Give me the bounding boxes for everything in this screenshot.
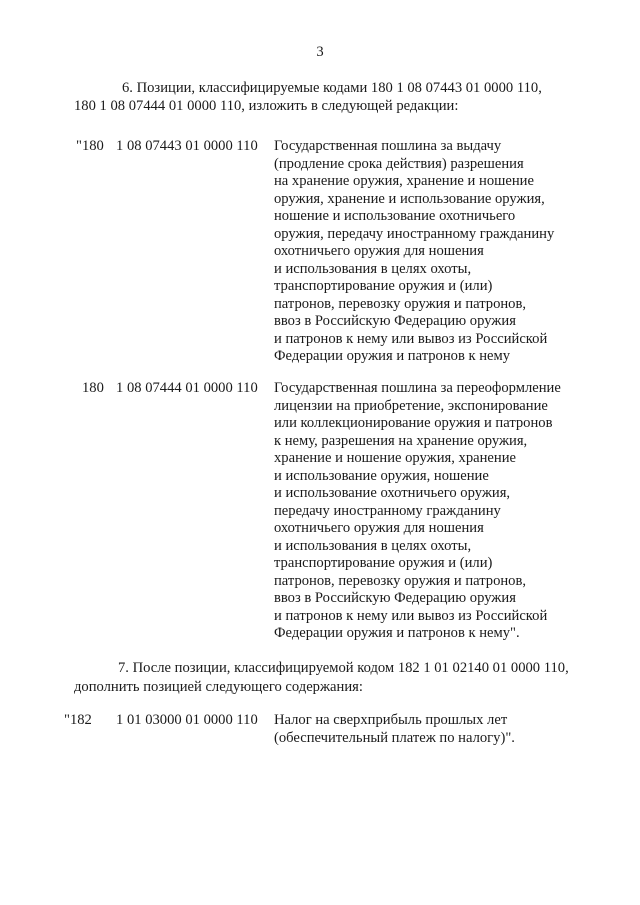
row1-line: и патронов к нему или вывоз из Российской bbox=[274, 330, 548, 347]
row2-line: и использования в целях охоты, bbox=[274, 537, 472, 554]
row1-line: патронов, перевозку оружия и патронов, bbox=[274, 295, 527, 312]
row2-line: ввоз в Российскую Федерацию оружия bbox=[274, 590, 516, 606]
row1-line: (продление срока действия) разрешения bbox=[274, 155, 524, 172]
row2-line: Федерации оружия и патронов к нему". bbox=[274, 625, 520, 641]
row2-line: патронов, перевозку оружия и патронов, bbox=[274, 572, 527, 589]
row1-line: оружия, передачу иностранному гражданину bbox=[274, 225, 555, 242]
row2-line: хранение и ношение оружия, хранение bbox=[274, 450, 516, 466]
row2-line: и использование оружия, ношение bbox=[274, 467, 489, 484]
row1-line: на хранение оружия, хранение и ношение bbox=[274, 173, 534, 189]
item7-intro-line2: дополнить позицией следующего содержания: bbox=[74, 679, 363, 695]
row2-line: лицензии на приобретение, экспонирование bbox=[274, 397, 548, 414]
row3-description bbox=[274, 712, 515, 747]
row1-line: ввоз в Российскую Федерацию оружия bbox=[274, 313, 516, 329]
row3-line: (обеспечительный платеж по налогу)". bbox=[274, 729, 515, 746]
row2-line: к нему, разрешения на хранение оружия, bbox=[274, 432, 528, 449]
item6-intro-line2: 180 1 08 07444 01 0000 110, изложить в следующей редакции: bbox=[74, 98, 459, 114]
row1-admin-code: "180 bbox=[76, 138, 104, 154]
row1-line: охотничьего оружия для ношения bbox=[274, 243, 484, 259]
row1-line: Федерации оружия и патронов к нему bbox=[274, 348, 511, 364]
page-number: 3 bbox=[316, 44, 324, 60]
row2-line: передачу иностранному гражданину bbox=[274, 502, 501, 519]
row3-line: Налог на сверхприбыль прошлых лет bbox=[274, 712, 508, 728]
row1-classification-code: 1 08 07443 01 0000 110 bbox=[116, 138, 258, 154]
row3-admin-code: "182 bbox=[64, 712, 92, 728]
row1-line: Государственная пошлина за выдачу bbox=[274, 138, 502, 154]
row3-classification-code: 1 01 03000 01 0000 110 bbox=[116, 712, 258, 728]
row1-description bbox=[274, 138, 554, 366]
row2-admin-code: 180 bbox=[82, 380, 104, 396]
row2-line: транспортирование оружия и (или) bbox=[274, 555, 493, 571]
row2-line: или коллекционирование оружия и патронов bbox=[274, 415, 553, 431]
item6-intro-line1: 6. Позиции, классифицируемые кодами 180 1 08 07443 01 0000 110, bbox=[122, 80, 542, 96]
row2-line: охотничьего оружия для ношения bbox=[274, 520, 484, 536]
row1-line: ношение и использование охотничьего bbox=[274, 208, 516, 224]
row1-line: оружия, хранение и использование оружия, bbox=[274, 190, 545, 207]
row2-description bbox=[274, 380, 561, 643]
row2-line: и использование охотничьего оружия, bbox=[274, 485, 511, 501]
row2-line: Государственная пошлина за переоформление bbox=[274, 380, 561, 396]
row2-classification-code: 1 08 07444 01 0000 110 bbox=[116, 380, 258, 396]
item7-intro-line1: 7. После позиции, классифицируемой кодом 182 1 01 02140 01 0000 110, bbox=[118, 660, 569, 676]
row1-line: транспортирование оружия и (или) bbox=[274, 278, 493, 294]
row2-line: и патронов к нему или вывоз из Российской bbox=[274, 607, 548, 624]
row1-line: и использования в целях охоты, bbox=[274, 260, 472, 277]
